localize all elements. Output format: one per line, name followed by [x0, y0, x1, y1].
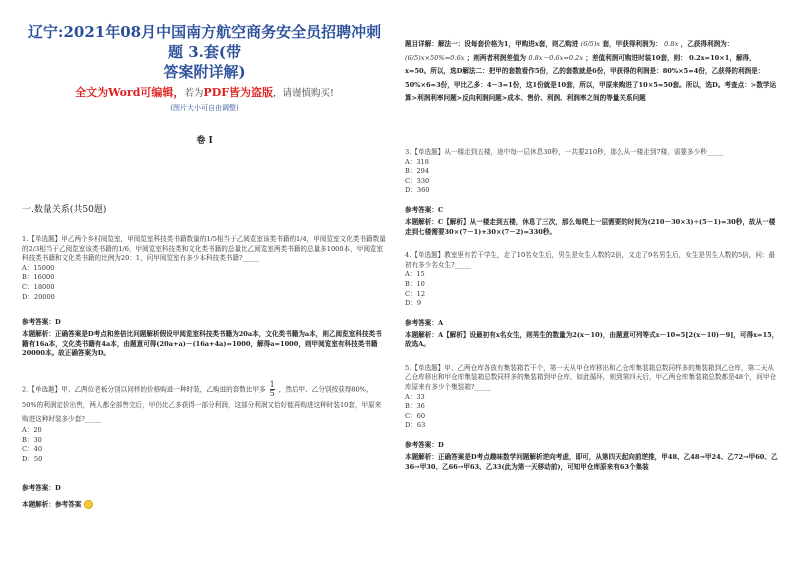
question-1-options [22, 264, 387, 302]
fraction-numerator: 1 [269, 379, 275, 389]
question-1-answer: 参考答案：D [22, 318, 61, 327]
option-a: A：15000 [22, 263, 55, 272]
option-d: D：9 [405, 299, 422, 308]
question-3-options [405, 158, 780, 196]
option-c: C：12 [405, 289, 426, 298]
option-c: C：60 [405, 411, 426, 420]
question-5-options [405, 393, 780, 431]
section-heading: 一.数量关系(共50题) [22, 205, 107, 215]
question-5-text: 5.【单选题】甲、乙两仓库各放有集装箱若干个，第一天从甲仓库移出和乙仓库集装箱总数同样多的集装箱到乙仓库，第二天从乙仓库移出和甲仓库集装箱总数同样多的集装箱到甲仓库，如此循环，则到第四天后，甲乙两仓库集装箱总数都是48个，问甲仓库原来有多少个集装箱?_____ [405, 363, 777, 392]
detail-line3: 0.2x=10×1，解得，x=50。所以，选D解法二：把甲的套数看作5份，乙的套数就是6份，甲获得的利润是：80%×5=4份，乙获得的利润是：50%×6=3份，甲比乙多：4－3=1份，这1份就是10套，所以，甲原来购进了10×5=50套。所以，选D。考查点：>数学运算>利润利率问题>反向利润问题>成本、售价、利润、利润率之间的等量关系问题 [405, 53, 777, 103]
detail-line1-b: 套，甲获得利润为： [602, 40, 662, 48]
option-b: B：10 [405, 279, 425, 288]
question-3-answer: 参考答案：C [405, 205, 444, 214]
question-5-explanation: 本题解析：正确答案是D考点趣味数学问题解析逆向考虑，即可，从第四天起向前逆推，甲48、乙48→甲24、乙72→甲60、乙36→甲30、乙66→甲63、乙33(此为第一天移动前)，可知甲仓库原来有63个集装 [405, 453, 778, 471]
question-1 [22, 235, 387, 359]
option-b: B：294 [405, 167, 430, 176]
question-2-text-b: ，然后甲、乙分别按获得80%，50%的利润定价出售，两人都全部售完后，甲仍比乙多获得一部分利润，这部分利润又恰好能再购进这种时装10套，甲原来购进这种时装多少套?_____ [22, 385, 382, 423]
option-b: B：30 [22, 435, 42, 444]
option-b: B：36 [405, 402, 425, 411]
detail-line2-d: ；差值利润可购进时装10套，则： [585, 53, 687, 62]
fraction-one-fifth [270, 381, 275, 398]
option-c: C：18000 [22, 282, 55, 291]
question-1-text: 1.【单选题】甲乙两个乡村阅览室，甲阅览室科技类书籍数量的1/5相当于乙阅览室该类书籍的1/4，甲阅览室文化类书籍数量的2/3相当于乙阅览室该类书籍的1/6，甲阅览室科技类和文化类书籍的总量比乙阅览室两类书籍的总量多1000本，甲阅览室科技类书籍和文化类书籍的比例为20：1，问甲阅览室有多少本科技类书籍?_____ [22, 235, 386, 263]
fraction-denominator: 5 [269, 388, 275, 398]
detail-expr-06x: (6/5)x×50%=0.6x [405, 53, 465, 62]
question-2-explanation [22, 500, 387, 510]
detail-expr-6-5x: (6/5)x [580, 40, 601, 48]
question-2-detail [405, 38, 780, 106]
option-d: D：360 [405, 186, 430, 195]
detail-line1-d: ，乙获得利润为： [680, 40, 734, 48]
right-column [405, 38, 780, 472]
promo-notice [22, 86, 387, 115]
question-2-text [22, 381, 387, 426]
question-4-options [405, 270, 780, 308]
question-4-text: 4.【单选题】教室里有若干学生，走了10名女生后，男生是女生人数的2倍，又走了9名男生后，女生是男生人数的5倍，问：最初有多少名女生?_____ [405, 251, 776, 269]
smiley-icon [84, 500, 93, 509]
detail-line2-b: ；则两者利润差值为 [466, 53, 527, 62]
detail-expr-08x: 0.8x [664, 40, 679, 48]
option-d: D：20000 [22, 292, 55, 301]
question-3 [405, 148, 780, 237]
option-a: A：15 [405, 270, 425, 279]
question-4-answer: 参考答案：A [405, 318, 444, 327]
question-4 [405, 251, 780, 350]
question-3-explanation: 本题解析：C【解析】从一楼走到五楼，休息了三次，那么每爬上一层需要的时间为(210－30×3)÷(5－1)=30秒，故从一楼走到七楼需要30×(7－1)+30×(7－2)=330秒。 [405, 217, 776, 236]
promo-if: 若为 [184, 88, 204, 99]
option-d: D：50 [22, 454, 43, 463]
detail-line1: 题目详解：解法一：设每套价格为1，甲购进x套，则乙购进 [405, 40, 579, 48]
option-a: A：33 [405, 392, 425, 401]
question-1-explanation: 本题解析：正确答案是D考点和差倍比问题解析假设甲阅览室科技类书籍为20a本，文化类书籍为a本，则乙阅览室科技类书籍有16a本，文化类书籍有4a本，由题意可得(20a+a)－(16a+4a)=1000，解得a=1000，则甲阅览室有科技类书籍20000本。故正确答案为D。 [22, 330, 382, 358]
detail-expr-diff: 0.8x－0.6x=0.2x [528, 53, 584, 62]
promo-image-note: (图片大小可自由调整) [170, 104, 239, 112]
option-a: A：20 [22, 425, 42, 434]
question-4-explanation: 本题解析：A【解析】设最初有x名女生，则男生的数量为2(x－10)，由题意可列等式x－10=5[2(x－10)－9]，可得x=15，故选A。 [405, 330, 779, 349]
option-a: A：318 [405, 157, 429, 166]
left-column [22, 22, 387, 510]
document-title [22, 22, 387, 82]
title-line-2: 答案附详解) [163, 63, 246, 81]
option-b: B：16000 [22, 273, 55, 282]
question-3-text: 3.【单选题】从一楼走到五楼，途中每一层休息30秒，一共要210秒，那么从一楼走到7楼，需要多少秒_____ [405, 147, 724, 156]
question-2 [22, 381, 387, 510]
option-d: D：63 [405, 421, 426, 430]
promo-word-editable: 全文为Word可编辑， [75, 86, 185, 99]
title-line-1: 辽宁:2021年08月中国南方航空商务安全员招聘冲刺题 3.套(带 [27, 23, 382, 61]
option-c: C：330 [405, 176, 430, 185]
option-c: C：40 [22, 445, 43, 454]
question-2-answer: 参考答案：D [22, 484, 61, 493]
question-5 [405, 364, 780, 472]
volume-heading: 卷 I [196, 136, 213, 146]
promo-caution: ，请谨慎购买! [273, 88, 334, 99]
question-2-explanation-text: 本题解析：参考答案 [22, 500, 82, 509]
question-2-text-a: 2.【单选题】甲、乙两位老板分别以同样的价格购进一种时装，乙购进的套数比甲多 [22, 385, 266, 394]
question-2-options [22, 426, 387, 464]
question-5-answer: 参考答案：D [405, 441, 444, 450]
promo-pdf-warning: PDF皆为盗版 [203, 86, 274, 99]
